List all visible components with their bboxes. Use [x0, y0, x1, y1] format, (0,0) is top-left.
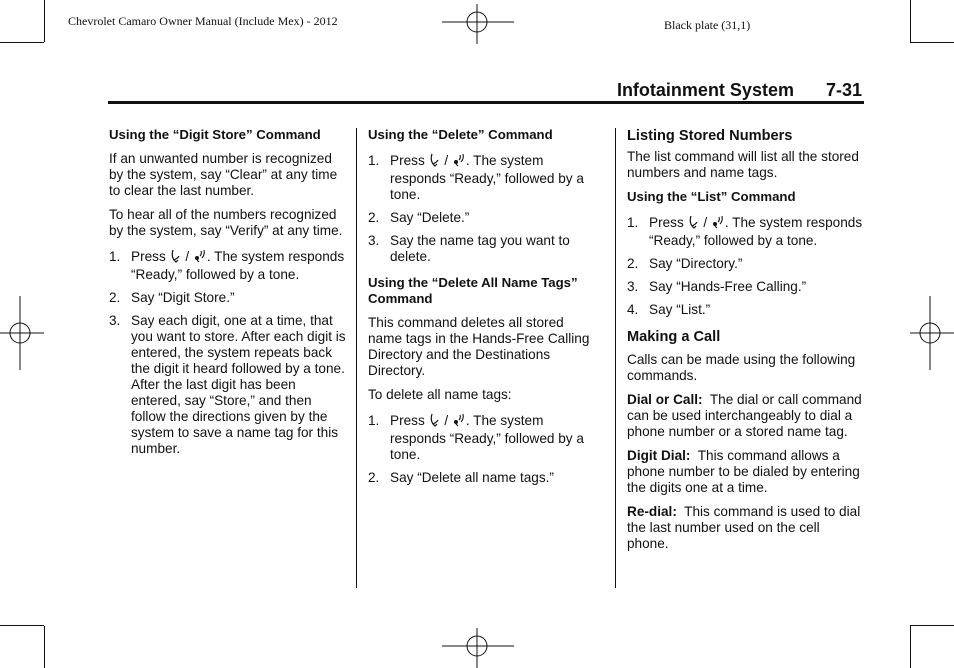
step-text: Say each digit, one at a time, that you want to store. After each digit is entered, the system repeats back the digit it heard followed by a tone. After the last digit has been entered, say “Store,” and then follow the directions given by the system to save a name tag for this number. [131, 313, 346, 456]
section-heading: Making a Call [627, 329, 721, 345]
paragraph: The list command will list all the stored numbers and name tags. [627, 149, 859, 180]
step-text: Say “Directory.” [649, 256, 743, 271]
icon-separator: / [444, 413, 449, 428]
list-item [109, 313, 349, 457]
list-item [368, 153, 600, 203]
step-text: Press [390, 153, 425, 168]
voice-command-icon [194, 249, 206, 267]
step-text: . The system responds “Ready,” followed by a tone. [131, 249, 345, 282]
voice-command-icon [712, 215, 724, 233]
list-item [368, 233, 600, 265]
crop-mark [910, 625, 954, 626]
paragraph [627, 392, 865, 440]
section-header [617, 80, 862, 101]
paragraph: Calls can be made using the following commands. [627, 352, 856, 383]
list-item [627, 256, 865, 272]
manual-title: Chevrolet Camaro Owner Manual (Include Mex) - 2012 [68, 14, 338, 28]
crop-mark [44, 626, 45, 668]
voice-command-icon [453, 153, 465, 171]
subheading: Using the “List” Command [627, 189, 796, 204]
paragraph [627, 504, 865, 552]
step-text: . The system responds “Ready,” followed by a tone. [649, 215, 863, 248]
page-number: 7-31 [825, 80, 862, 100]
list-item [627, 302, 865, 318]
column-2 [368, 127, 600, 494]
icon-separator: / [703, 215, 708, 230]
step-text: . The system responds “Ready,” followed by a tone. [390, 153, 584, 202]
push-to-talk-icon [171, 249, 181, 267]
steps-list [368, 413, 600, 486]
step-text: Say the name tag you want to delete. [390, 233, 570, 264]
term-text: The dial or call command can be used interchangeably to dial a phone number or a stored name tag. [627, 392, 862, 439]
registration-mark-top [442, 4, 514, 44]
paragraph: To delete all name tags: [368, 387, 512, 402]
push-to-talk-icon [430, 413, 440, 431]
voice-command-icon [453, 413, 465, 431]
list-item [109, 249, 349, 283]
step-text: Say “Delete all name tags.” [390, 470, 554, 485]
push-to-talk-icon [689, 215, 699, 233]
term-label: Dial or Call: [627, 392, 703, 407]
header-rule [108, 101, 864, 104]
steps-list [627, 215, 865, 318]
step-number: 2. [627, 256, 639, 271]
crop-mark [910, 0, 911, 42]
plate-label: Black plate (31,1) [664, 18, 751, 32]
step-number: 2. [368, 470, 380, 485]
term-label: Digit Dial: [627, 448, 691, 463]
list-item [627, 215, 865, 249]
list-item [627, 279, 865, 295]
step-number: 1. [109, 249, 121, 264]
step-number: 1. [627, 215, 639, 230]
step-number: 1. [368, 153, 380, 168]
step-number: 2. [368, 210, 380, 225]
step-text: Say “Digit Store.” [131, 290, 235, 305]
column-divider [615, 128, 616, 588]
crop-mark [44, 0, 45, 42]
step-text: Press [390, 413, 425, 428]
registration-mark-bottom [442, 628, 514, 668]
section-title: Infotainment System [616, 80, 794, 100]
paragraph [627, 448, 865, 496]
registration-mark-right [910, 296, 954, 370]
steps-list [109, 249, 349, 457]
column-1 [109, 127, 349, 465]
column-divider [356, 128, 357, 588]
subheading: Using the “Delete All Name Tags” Command [368, 275, 578, 306]
subheading: Using the “Delete” Command [368, 127, 553, 142]
registration-mark-left [0, 296, 44, 370]
paragraph: If an unwanted number is recognized by the system, say “Clear” at any time to clear the last number. [109, 151, 338, 198]
list-item [109, 290, 349, 306]
term-label: Re-dial: [627, 504, 677, 519]
step-text: Say “Delete.” [390, 210, 470, 225]
term-text: This command allows a phone number to be dialed by entering the digits one at a time. [627, 448, 860, 495]
icon-separator: / [444, 153, 449, 168]
paragraph: This command deletes all stored name tags in the Hands-Free Calling Directory and the Destinations Directory. [368, 315, 590, 378]
step-text: Press [131, 249, 166, 264]
term-text: This command is used to dial the last number used on the cell phone. [627, 504, 861, 551]
list-item [368, 470, 600, 486]
crop-mark [0, 625, 44, 626]
step-number: 4. [627, 302, 639, 317]
column-3 [627, 127, 865, 560]
crop-mark [0, 42, 44, 43]
step-number: 2. [109, 290, 121, 305]
paragraph: To hear all of the numbers recognized by the system, say “Verify” at any time. [109, 207, 343, 238]
step-number: 1. [368, 413, 380, 428]
crop-mark [910, 626, 911, 668]
step-text: Say “Hands-Free Calling.” [649, 279, 807, 294]
subheading: Using the “Digit Store” Command [109, 127, 321, 142]
steps-list [368, 153, 600, 265]
list-item [368, 210, 600, 226]
list-item [368, 413, 600, 463]
icon-separator: / [185, 249, 190, 264]
step-number: 3. [368, 233, 380, 248]
step-text: Press [649, 215, 684, 230]
section-heading: Listing Stored Numbers [627, 128, 793, 144]
crop-mark [910, 42, 954, 43]
step-text: Say “List.” [649, 302, 711, 317]
step-text: . The system responds “Ready,” followed by a tone. [390, 413, 584, 462]
step-number: 3. [109, 313, 121, 328]
step-number: 3. [627, 279, 639, 294]
push-to-talk-icon [430, 153, 440, 171]
